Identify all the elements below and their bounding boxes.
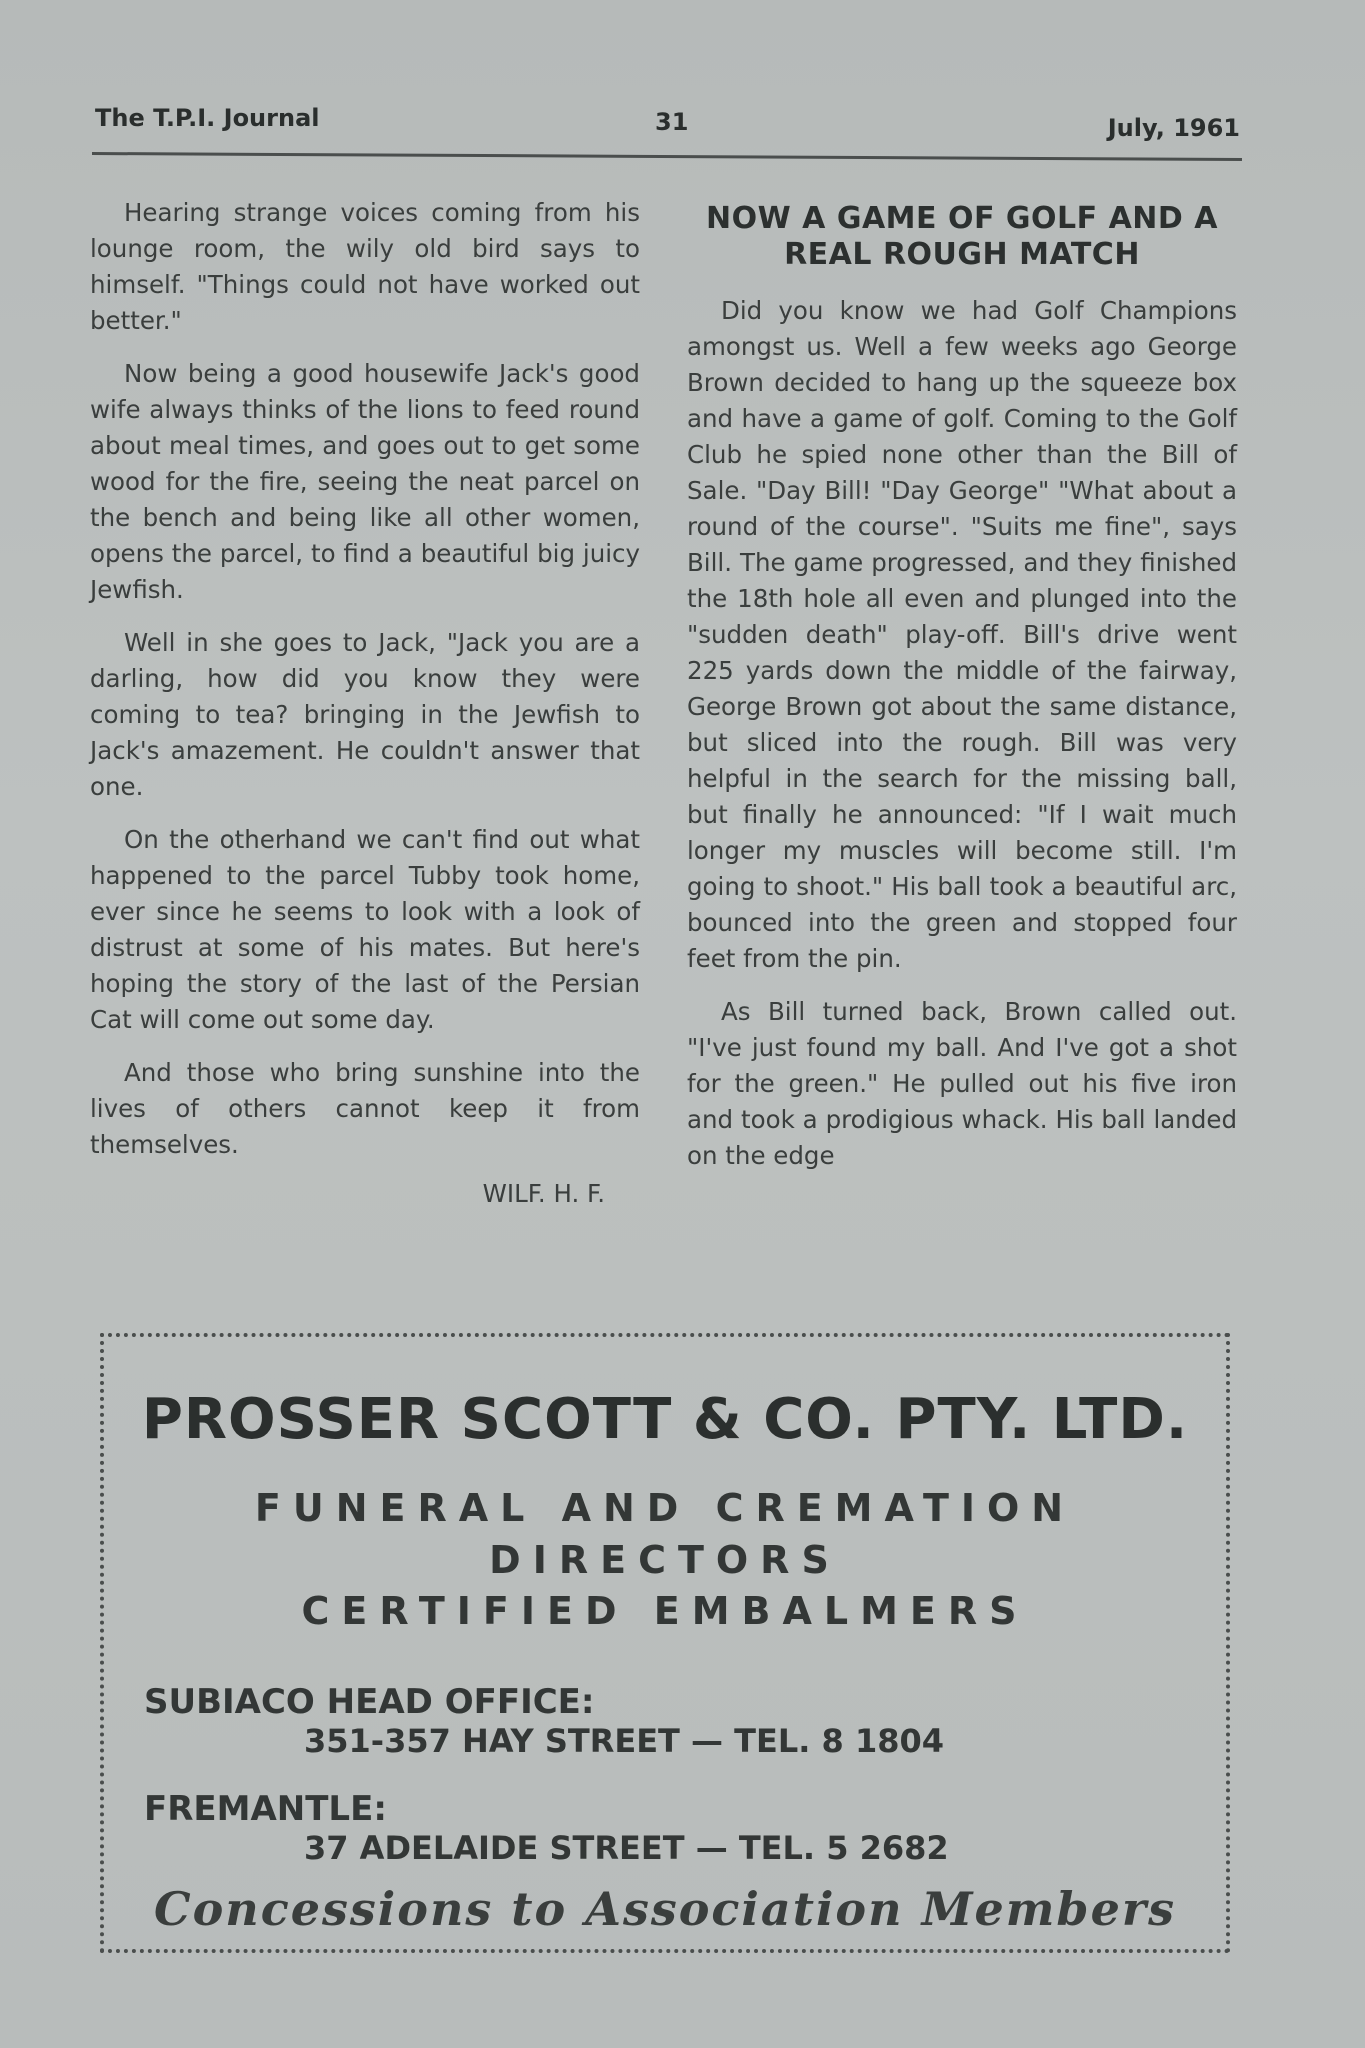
- issue-date: July, 1961: [1107, 114, 1240, 142]
- ad-office-address: 351-357 HAY STREET — TEL. 8 1804: [304, 1722, 944, 1760]
- author-signature: WILF. H. F.: [482, 1179, 605, 1208]
- paragraph: Did you know we had Golf Champions amongst us. Well a few weeks ago George Brown decided to hang up the squeeze box and have a game of golf. Coming to the Golf Club he spied none other than the Bill of Sale. "Day Bill! "Day George" "What about a round of the course". "Suits me fine", says Bill. The game progressed, and they finished the 18th hole all even and plunged into the "sudden death" play-off. Bill's drive went 225 yards down the middle of the fairway, George Brown got about the same distance, but sliced into the rough. Bill was very helpful in the search for the missing ball, but finally he announced: "If I wait much longer my muscles will become still. I'm going to shoot." His ball took a beautiful arc, bounced into the green and stopped four feet from the pin.: [687, 296, 1237, 973]
- page-header: [95, 100, 1240, 150]
- ad-certification: CERTIFIED EMBALMERS: [301, 1589, 1029, 1633]
- header-rule: [92, 152, 1242, 161]
- right-column: [687, 195, 1237, 1191]
- paragraph: As Bill turned back, Brown called out. "I've just found my ball. And I've got a shot for the green." He pulled out his five iron and took a prodigious whack. His ball landed on the edge: [687, 997, 1237, 1170]
- page-number: 31: [655, 108, 689, 136]
- paragraph: Now being a good housewife Jack's good wife always thinks of the lions to feed round about meal times, and goes out to get some wood for the fire, seeing the neat parcel on the bench and being like all other women, opens the parcel, to find a beautiful big juicy Jewfish.: [90, 359, 640, 604]
- ad-tagline: Concessions to Association Members: [153, 1882, 1176, 1936]
- ad-services-line: DIRECTORS: [489, 1538, 841, 1582]
- paragraph: On the otherhand we can't find out what happened to the parcel Tubby took home, ever since he seems to look with a look of distrust at some of his mates. But here's hoping the story of the last of the Persian Cat will come out some day.: [90, 825, 640, 1034]
- ad-company-name: PROSSER SCOTT & CO. PTY. LTD.: [141, 1387, 1189, 1452]
- left-column: [90, 195, 640, 1229]
- ad-services-line: FUNERAL AND CREMATION: [254, 1486, 1076, 1530]
- funeral-advertisement: [100, 1333, 1230, 1953]
- article-heading: NOW A GAME OF GOLF AND A REAL ROUGH MATCH: [706, 201, 1218, 272]
- ad-office-address: 37 ADELAIDE STREET — TEL. 5 2682: [304, 1829, 949, 1867]
- ad-services: [104, 1482, 1226, 1586]
- paragraph: And those who bring sunshine into the lives of others cannot keep it from themselves.: [90, 1058, 640, 1159]
- paragraph: Well in she goes to Jack, "Jack you are a darling, how did you know they were coming to tea? bringing in the Jewfish to Jack's amazement. He couldn't answer that one.: [90, 628, 640, 801]
- journal-title: The T.P.I. Journal: [95, 104, 320, 132]
- paragraph: Hearing strange voices coming from his lounge room, the wily old bird says to himself. "Things could not have worked out better.": [90, 198, 640, 335]
- ad-office-label: SUBIACO HEAD OFFICE:: [144, 1682, 595, 1722]
- ad-office-label: FREMANTLE:: [144, 1789, 387, 1829]
